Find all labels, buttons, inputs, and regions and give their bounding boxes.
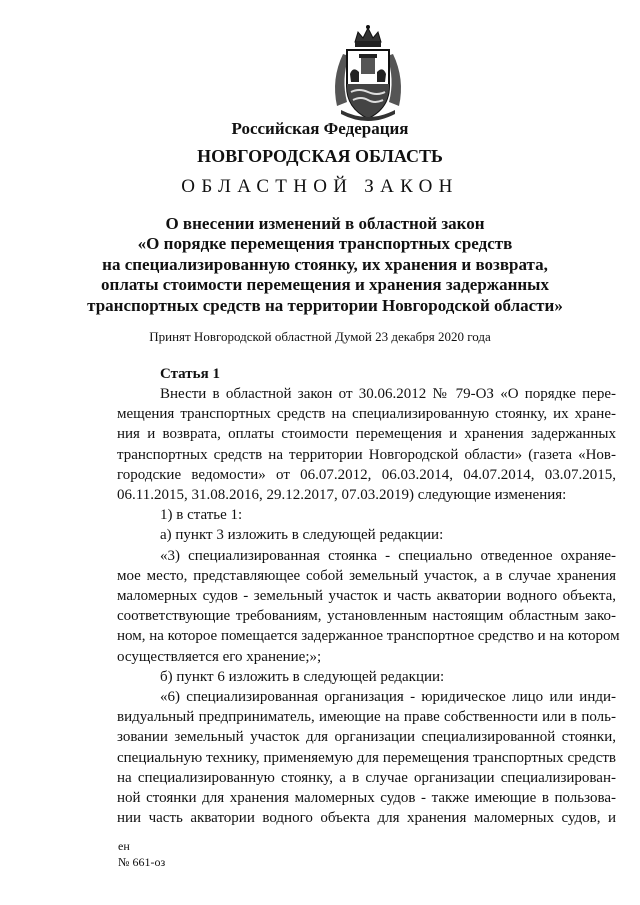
law-title-line: О внесении изменений в областной закон: [165, 214, 485, 233]
federation-heading: Российская Федерация: [231, 119, 409, 138]
article-body: [117, 384, 620, 828]
body-text-line: маломерных судов - земельный участок и часть акватории водного объекта,: [117, 588, 616, 605]
body-text-line: ном, на которое помещается задержанное транспортное средство и на котором: [117, 628, 620, 645]
footer-initials: ен: [118, 839, 130, 853]
body-text-line: а) пункт 3 изложить в следующей редакции:: [160, 527, 444, 544]
body-text-line: нии часть акватории водного объекта для хранения маломерных судов, и: [117, 810, 616, 827]
body-text-line: транспортных средств на территории Новгородской области» (газета «Нов-: [117, 446, 616, 463]
law-title-line: оплаты стоимости перемещения и хранения задержанных: [101, 275, 549, 295]
coat-of-arms-icon: [325, 24, 411, 124]
body-text-line: 06.11.2015, 31.08.2016, 29.12.2017, 07.03.2019) следующие изменения:: [117, 487, 567, 504]
law-title-line: транспортных средств на территории Новгородской области»: [87, 295, 563, 315]
article-heading: Статья 1: [160, 366, 220, 382]
body-text-line: видуальный предприниматель, имеющие на праве собственности или в поль-: [117, 709, 616, 726]
body-text-line: мещения транспортных средств на специализированную стоянку, их хране-: [117, 406, 616, 423]
region-heading: НОВГОРОДСКАЯ ОБЛАСТЬ: [197, 146, 443, 166]
footer: [118, 838, 165, 870]
body-text-line: 1) в статье 1:: [160, 507, 243, 524]
footer-document-number: № 661-оз: [118, 855, 166, 869]
law-title: [60, 214, 590, 316]
body-text-line: городские ведомости» от 06.07.2012, 06.03.2014, 04.07.2014, 03.07.2015,: [117, 466, 616, 483]
body-text-line: ной стоянки для хранения маломерных судов - также имеющие в пользова-: [117, 790, 616, 807]
body-text-line: б) пункт 6 изложить в следующей редакции:: [160, 668, 445, 685]
body-text-line: специальную технику, применяемую для перемещения транспортных средств: [117, 749, 616, 766]
body-text-line: на специализированную стоянку, а в случае организации специализирован-: [117, 769, 616, 786]
body-text-line: ния и возврата, оплаты стоимости перемещения и хранения задержанных: [117, 426, 616, 443]
document-type-heading: ОБЛАСТНОЙ ЗАКОН: [181, 176, 459, 197]
adoption-note: Принят Новгородской областной Думой 23 декабря 2020 года: [149, 329, 491, 344]
body-text-line: соответствующие требованиям, установленным настоящим областным зако-: [117, 608, 616, 625]
body-text-line: мое место, представляющее собой земельный участок, а в случае хранения: [117, 567, 616, 584]
law-title-line: на специализированную стоянку, их хранения и возврата,: [102, 254, 548, 274]
body-text-line: Внести в областной закон от 30.06.2012 № 79-ОЗ «О порядке пере-: [160, 386, 616, 402]
law-title-line: «О порядке перемещения транспортных средств: [137, 234, 513, 254]
body-text-line: «3) специализированная стоянка - специально отведенное охраняе-: [160, 547, 616, 564]
body-text-line: зовании земельный участок для организации специализированной стоянки,: [117, 729, 616, 746]
body-text-line: осуществляется его хранение;»;: [117, 648, 322, 665]
body-text-line: «6) специализированная организация - юридическое лицо или инди-: [160, 689, 616, 706]
